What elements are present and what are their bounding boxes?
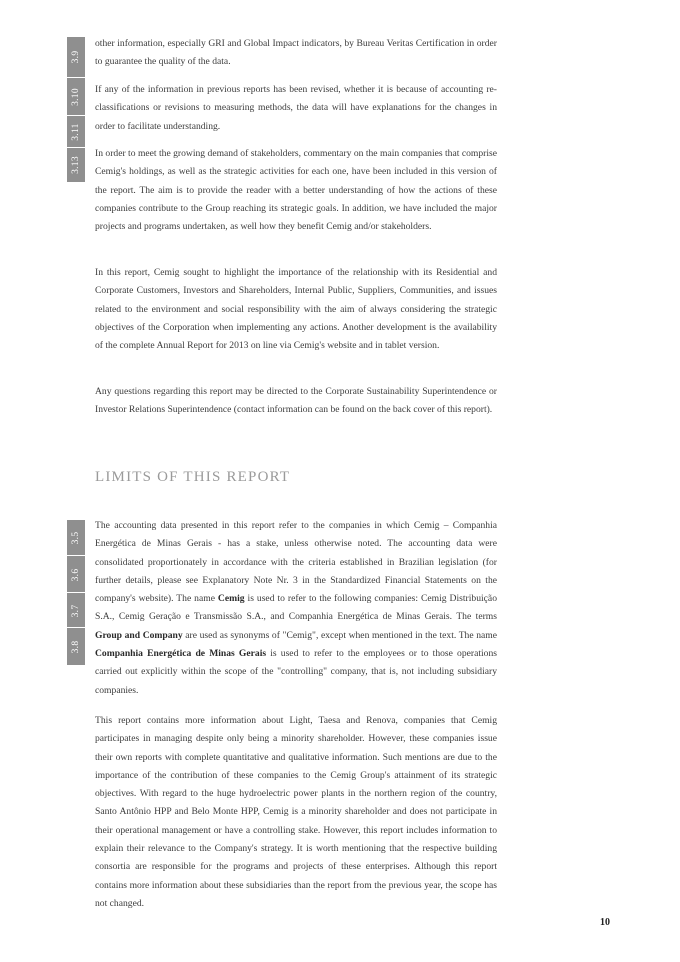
gri-tag-label: 3.11 [71, 123, 81, 141]
gri-tag [67, 520, 85, 555]
body-paragraph: If any of the information in previous reports has been revised, whether it is because of accounting re-classifications or revisions to measuring methods, the data will have explanations for the changes in order to facilitate understanding. [95, 84, 497, 132]
gri-tag [67, 627, 85, 665]
gri-tag [67, 115, 85, 148]
body-paragraph: other information, especially GRI and Global Impact indicators, by Bureau Veritas Certification in order to guarantee the quality of the data. [95, 38, 497, 68]
gri-tag [67, 37, 85, 77]
bold-term: Cemig [217, 593, 245, 605]
bold-term: Group and Company [95, 629, 183, 641]
gri-tag-label: 3.10 [71, 88, 81, 106]
body-paragraph: Any questions regarding this report may be directed to the Corporate Sustainability Superintendence or Investor Relations Superintendence (contact information can be found on the back cover of this report). [95, 386, 497, 416]
body-paragraph [95, 517, 497, 700]
gri-tag-label: 3.6 [71, 568, 81, 581]
body-paragraph: In this report, Cemig sought to highlight the importance of the relationship with its Residential and Corporate Customers, Investors and Shareholders, Internal Public, Suppliers, Communities, and issues related to the environment and social responsibility with the aim of always considering the strategic objectives of the Corporation when implementing any actions. Another development is the availability of the complete Annual Report for 2013 on line via Cemig's website and in tablet version. [95, 267, 497, 352]
paragraph-text: The accounting data presented in this report refer to the companies in which Cemig – Companhia Energética de Minas Gerais - has a stake, unless otherwise noted. The accounting data were consolidated proportionately in accordance with the criteria established in Brazilian legislation (for further details, please see Explanatory Note Nr. 3 in the Standardized Financial Statements on the company's website). The name [95, 520, 497, 605]
gri-tag-label: 3.13 [71, 156, 81, 174]
gri-tag-label: 3.9 [71, 50, 81, 64]
gri-tag-label: 3.7 [71, 604, 81, 617]
gri-tag [67, 77, 85, 116]
gri-tag-label: 3.8 [71, 640, 81, 653]
paragraph-text: is used to refer to the following companies: Cemig Distribuição S.A., Cemig Geração e Transmissão S.A., and Companhia Energética de Minas Gerais. The terms [95, 593, 497, 623]
gri-tag [67, 147, 85, 182]
bold-term: Companhia Energética de Minas Gerais [95, 648, 267, 660]
gri-tag [67, 592, 85, 628]
page-number: 10 [600, 917, 610, 928]
gri-tag-label: 3.5 [71, 531, 81, 544]
paragraph-text: is used to refer to the employees or to those operations carried out explicitly within the scope of the "controlling" company, that is, not including subsidiary companies. [95, 648, 498, 696]
body-paragraph: In order to meet the growing demand of stakeholders, commentary on the main companies that comprise Cemig's holdings, as well as the strategic activities for each one, have been included in this version of the report. The aim is to provide the reader with a better understanding of how the actions of these companies contribute to the Group reaching its strategic goals. In addition, we have included the major projects and programs undertaken, as well how they benefit Cemig and/or stakeholders. [95, 148, 497, 233]
paragraph-text: are used as synonyms of "Cemig", except when mentioned in the text. The name [182, 629, 497, 641]
body-paragraph: This report contains more information about Light, Taesa and Renova, companies that Cemig participates in managing despite only being a minority shareholder. However, these companies issue their own reports with complete quantitative and qualitative information. Such mentions are due to the importance of the contribution of these companies to the Cemig Group's attainment of its strategic objectives. With regard to the huge hydroelectric power plants in the northern region of the country, Santo Antônio HPP and Belo Monte HPP, Cemig is a minority shareholder and does not participate in their operational management or have a controlling stake. However, this report includes information to explain their relevance to the Company's strategy. It is worth mentioning that the respective building consortia are responsible for the programs and projects of these enterprises. Although this report contains more information about these subsidiaries than the report from the previous year, the scope has not changed. [95, 715, 497, 909]
section-title: LIMITS OF THIS REPORT [95, 469, 291, 485]
gri-tag [67, 555, 85, 593]
